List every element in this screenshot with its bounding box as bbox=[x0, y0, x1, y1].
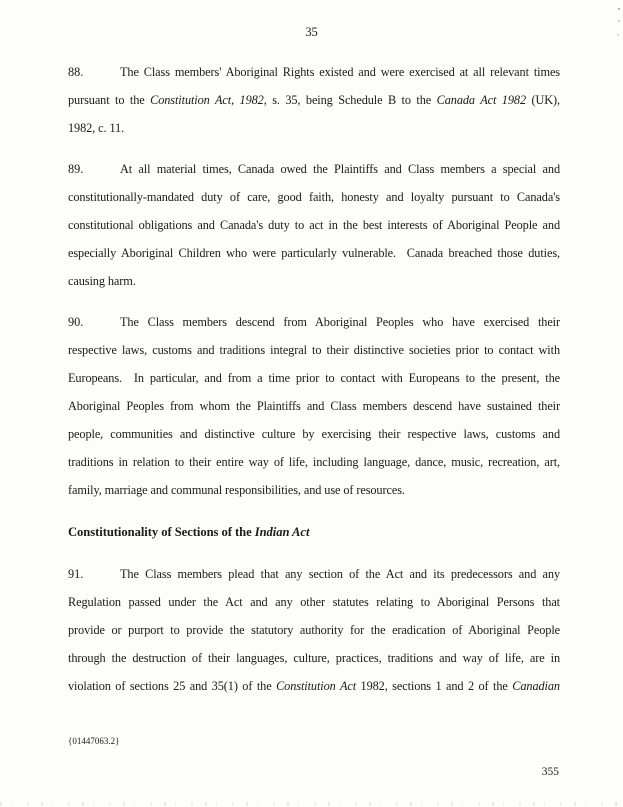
text-segment: The Class members plead that any section of the Act and its predecessors and any bbox=[120, 567, 560, 581]
text-line bbox=[68, 392, 560, 420]
text-line bbox=[68, 518, 560, 546]
text-line bbox=[68, 267, 560, 295]
text-line bbox=[68, 58, 560, 86]
paragraph-91 bbox=[68, 560, 560, 700]
text-segment: Regulation passed under the Act and any other statutes relating to Aboriginal Persons that bbox=[68, 595, 560, 609]
text-line-content bbox=[68, 65, 560, 79]
text-line bbox=[68, 448, 560, 476]
text-line-content bbox=[68, 93, 560, 107]
text-segment: causing harm. bbox=[68, 274, 136, 288]
text-segment: (UK), bbox=[526, 93, 561, 107]
text-line bbox=[68, 211, 560, 239]
text-line-content bbox=[68, 121, 124, 135]
text-line-content bbox=[68, 343, 560, 357]
text-segment: At all material times, Canada owed the Plaintiffs and Class members a special and bbox=[120, 162, 560, 176]
text-line bbox=[68, 644, 560, 672]
text-line-content bbox=[68, 525, 309, 539]
text-line-content bbox=[68, 399, 560, 413]
text-line-content bbox=[68, 246, 560, 260]
text-line bbox=[68, 308, 560, 336]
paragraph-90 bbox=[68, 308, 560, 504]
text-line-content bbox=[68, 623, 560, 637]
text-segment: family, marriage and communal responsibilities, and use of resources. bbox=[68, 483, 405, 497]
paragraph-number: 89. bbox=[68, 162, 84, 176]
paragraph-88 bbox=[68, 58, 560, 142]
text-line bbox=[68, 672, 560, 700]
text-line-content bbox=[68, 162, 560, 176]
paragraph-number: 91. bbox=[68, 567, 84, 581]
text-line bbox=[68, 155, 560, 183]
text-line bbox=[68, 86, 560, 114]
footer-docket-number: {01447063.2} bbox=[68, 736, 120, 746]
text-segment: 1982, sections 1 and 2 of the bbox=[356, 679, 513, 693]
text-segment: traditions in relation to their entire way of life, including language, dance, music, recreation, art, bbox=[68, 455, 560, 469]
text-segment: Constitutionality of Sections of the bbox=[68, 525, 255, 539]
text-segment: Constitution Act, 1982 bbox=[150, 93, 264, 107]
text-segment: , s. 35, being Schedule B to the bbox=[263, 93, 437, 107]
page-number-top: 35 bbox=[305, 25, 318, 39]
text-line bbox=[68, 476, 560, 504]
text-line bbox=[68, 616, 560, 644]
text-segment: The Class members descend from Aboriginal Peoples who have exercised their bbox=[120, 315, 560, 329]
text-line bbox=[68, 336, 560, 364]
text-line bbox=[68, 420, 560, 448]
scan-noise-artifact bbox=[0, 802, 623, 806]
text-segment: Constitution Act bbox=[276, 679, 357, 693]
text-segment: Canadian bbox=[512, 679, 560, 693]
text-line bbox=[68, 588, 560, 616]
text-line-content bbox=[68, 218, 560, 232]
text-segment: constitutionally-mandated duty of care, good faith, honesty and loyalty pursuant to Canada's bbox=[68, 190, 560, 204]
scan-speck-artifact bbox=[618, 8, 620, 10]
text-segment: provide or purport to provide the statutory authority for the eradication of Aboriginal People bbox=[68, 623, 560, 637]
text-line-content bbox=[68, 455, 560, 469]
text-segment: 1982, c. 11. bbox=[68, 121, 125, 135]
section-heading bbox=[68, 518, 560, 546]
paragraph-number: 88. bbox=[68, 65, 84, 79]
text-line-content bbox=[68, 315, 560, 329]
text-segment: Canada Act 1982 bbox=[436, 93, 526, 107]
text-segment: through the destruction of their languages, culture, practices, traditions and way of life, are in bbox=[68, 651, 560, 665]
text-segment: respective laws, customs and traditions integral to their distinctive societies prior to contact with bbox=[68, 343, 560, 357]
text-line-content bbox=[68, 679, 560, 693]
text-segment: people, communities and distinctive culture by exercising their respective laws, customs and bbox=[68, 427, 560, 441]
text-line bbox=[68, 364, 560, 392]
text-line-content bbox=[68, 567, 560, 581]
text-line-content bbox=[68, 595, 560, 609]
document-body bbox=[68, 58, 560, 700]
text-segment: Indian Act bbox=[254, 525, 310, 539]
text-segment: Europeans. In particular, and from a time prior to contact with Europeans to the present, the bbox=[68, 371, 560, 385]
paragraph-89 bbox=[68, 155, 560, 295]
text-line-content bbox=[68, 651, 560, 665]
text-line bbox=[68, 239, 560, 267]
paragraph-number: 90. bbox=[68, 315, 84, 329]
text-segment: The Class members' Aboriginal Rights existed and were exercised at all relevant times bbox=[120, 65, 560, 79]
text-segment: violation of sections 25 and 35(1) of the bbox=[68, 679, 277, 693]
footer-page-number: 355 bbox=[541, 766, 559, 778]
text-line-content bbox=[68, 274, 136, 288]
text-line-content bbox=[68, 483, 405, 497]
text-segment: constitutional obligations and Canada's duty to act in the best interests of Aboriginal People and bbox=[68, 218, 560, 232]
text-line bbox=[68, 114, 560, 142]
text-segment: Aboriginal Peoples from whom the Plaintiffs and Class members descend have sustained their bbox=[68, 399, 560, 413]
text-line bbox=[68, 560, 560, 588]
text-segment: pursuant to the bbox=[68, 93, 151, 107]
text-line bbox=[68, 183, 560, 211]
text-line-content bbox=[68, 190, 560, 204]
text-line-content bbox=[68, 427, 560, 441]
text-line-content bbox=[68, 371, 560, 385]
text-segment: especially Aboriginal Children who were particularly vulnerable. Canada breached those duties, bbox=[68, 246, 560, 260]
